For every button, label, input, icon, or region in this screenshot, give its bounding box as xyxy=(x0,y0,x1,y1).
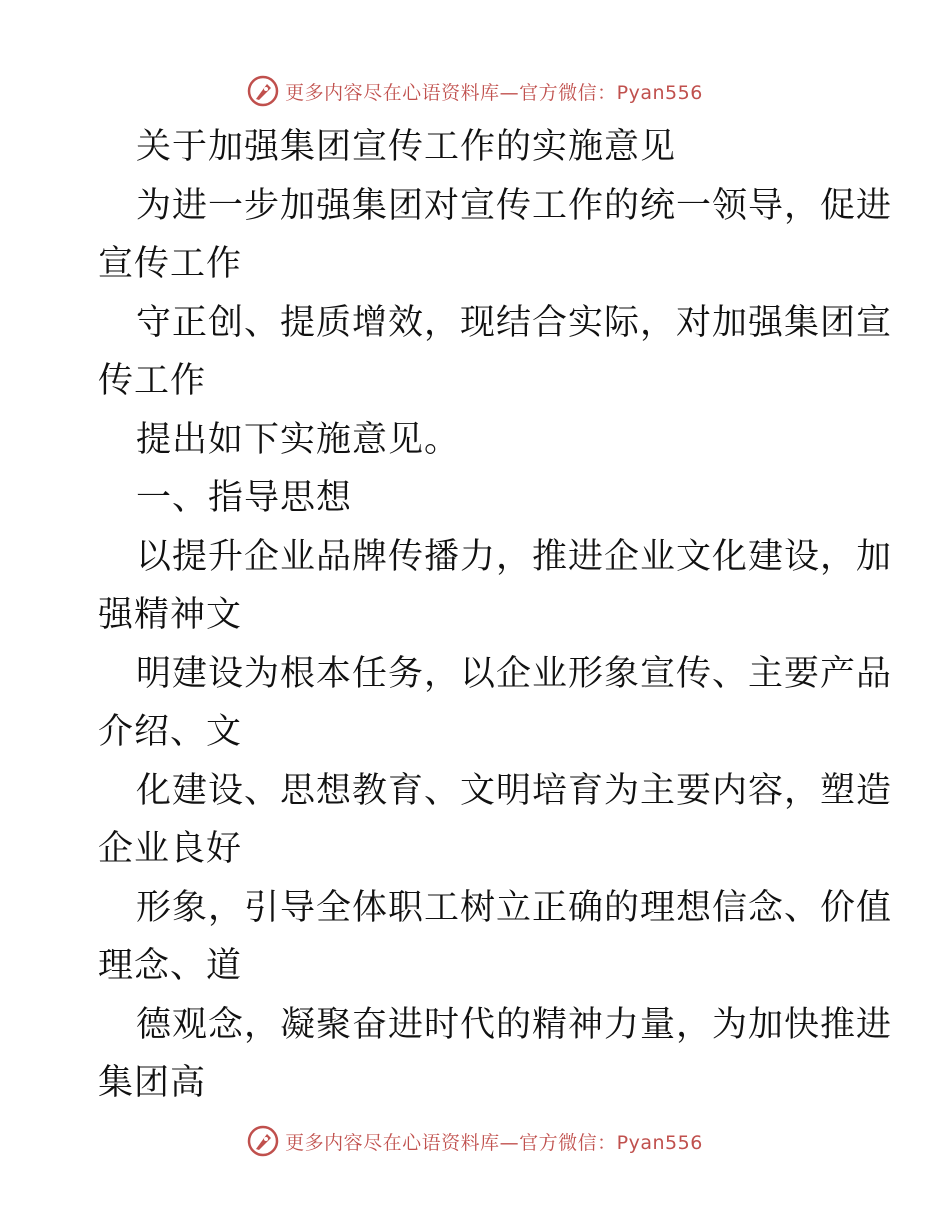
paragraph-line: 企业良好 xyxy=(98,829,243,869)
paragraph-line: 理念、道 xyxy=(98,946,243,986)
paragraph-line: 集团高 xyxy=(98,1063,207,1103)
paragraph-line: 化建设、思想教育、文明培育为主要内容，塑造 xyxy=(136,770,893,811)
paragraph-line: 以提升企业品牌传播力，推进企业文化建设，加 xyxy=(136,536,893,577)
footer-watermark xyxy=(0,1121,950,1161)
paragraph-line: 传工作 xyxy=(98,361,207,401)
header-watermark xyxy=(0,71,950,111)
section-heading: 一、指导思想 xyxy=(136,478,353,518)
watermark-text: 更多内容尽在心语资料库—官方微信：Pyan556 xyxy=(285,1131,703,1154)
paragraph-line: 宣传工作 xyxy=(98,244,243,284)
paragraph-line: 强精神文 xyxy=(98,595,243,635)
document-body xyxy=(98,118,893,1113)
paragraph-line: 形象，引导全体职工树立正确的理想信念、价值 xyxy=(136,887,893,928)
paragraph-line: 守正创、提质增效，现结合实际，对加强集团宣 xyxy=(136,302,893,343)
paragraph-line: 为进一步加强集团对宣传工作的统一领导，促进 xyxy=(136,185,893,226)
document-title: 关于加强集团宣传工作的实施意见 xyxy=(136,127,677,167)
pen-nib-icon xyxy=(247,75,279,107)
paragraph-line: 介绍、文 xyxy=(98,712,243,752)
paragraph-line: 明建设为根本任务，以企业形象宣传、主要产品 xyxy=(136,653,893,694)
pen-nib-icon xyxy=(247,1125,279,1157)
paragraph-line: 提出如下实施意见。 xyxy=(136,419,461,460)
paragraph-line: 德观念，凝聚奋进时代的精神力量，为加快推进 xyxy=(136,1004,893,1045)
watermark-text: 更多内容尽在心语资料库—官方微信：Pyan556 xyxy=(285,81,703,104)
